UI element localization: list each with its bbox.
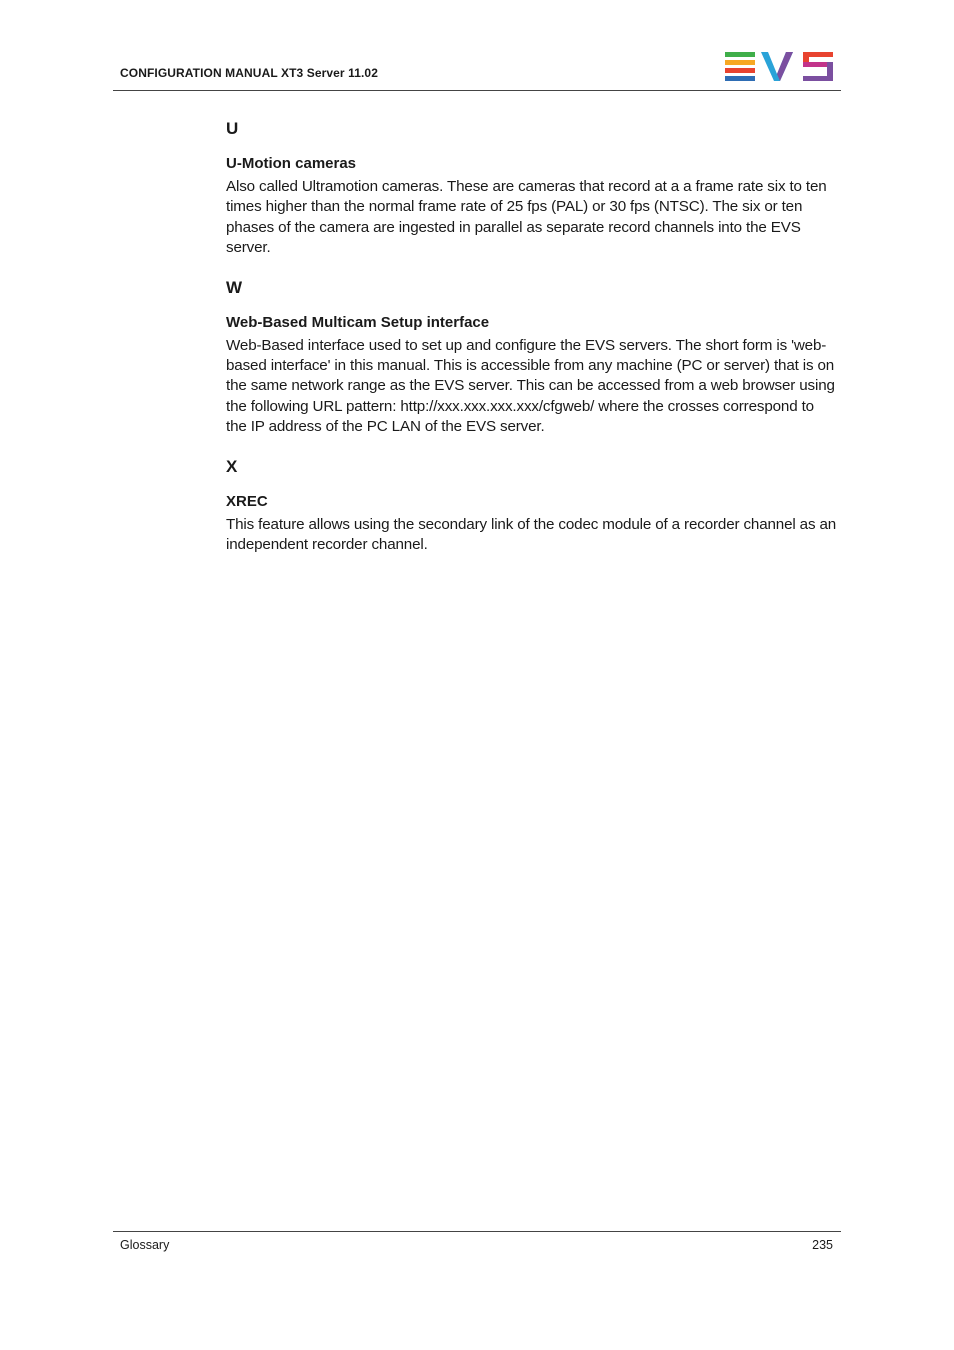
section-letter: W (226, 277, 243, 297)
evs-logo (725, 52, 835, 82)
glossary-definition: Web-Based interface used to set up and configure the EVS servers. The short form is 'web-based interface' in this manual. This is accessible from any machine (PC or server) that is on the same network range as the EVS server. This can be accessed from a web browser using the following URL pattern: http://xxx.xxx.xxx.xxx/cfgweb/ where the crosses correspond to the IP address of the PC LAN of the EVS server. (226, 336, 835, 436)
glossary-section-x (226, 456, 838, 556)
glossary-section-w (226, 277, 838, 438)
glossary-definition: Also called Ultramotion cameras. These are cameras that record at a a frame rate six to ten times higher than the normal frame rate of 25 fps (PAL) or 30 fps (NTSC). The six or ten phases of the camera are ingested in parallel as separate record channels into the EVS server. (226, 178, 827, 257)
header-divider (113, 90, 841, 91)
glossary-term: Web-Based Multicam Setup interface (226, 313, 490, 331)
glossary-section-u (226, 118, 838, 259)
glossary-content (226, 118, 838, 573)
section-letter: U (226, 119, 239, 138)
footer-divider (113, 1231, 841, 1232)
running-header-title: CONFIGURATION MANUAL XT3 Server 11.02 (120, 66, 378, 80)
page-number: 235 (812, 1238, 833, 1252)
glossary-term: U-Motion cameras (226, 155, 357, 172)
glossary-term: XREC (226, 492, 268, 510)
glossary-definition: This feature allows using the secondary link of the codec module of a recorder channel as an independent recorder channel. (226, 515, 837, 554)
section-letter: X (226, 456, 238, 476)
footer-section-name: Glossary (120, 1238, 170, 1252)
